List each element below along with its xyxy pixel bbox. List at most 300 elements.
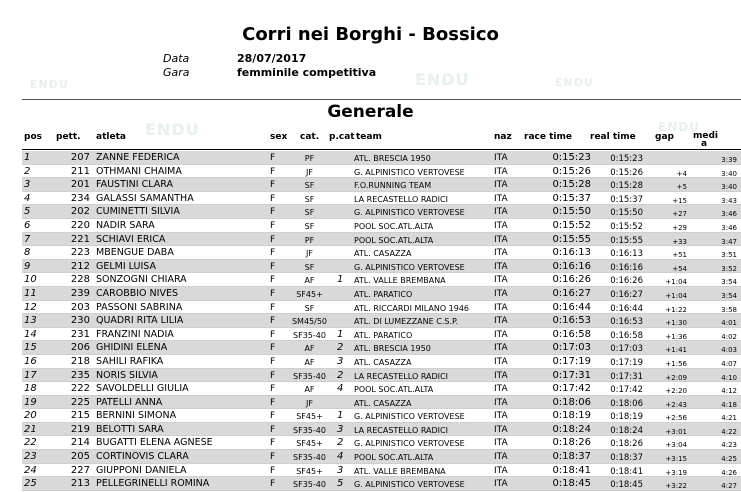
cell-race-time: 0:17:42 bbox=[552, 383, 591, 395]
cell-gap: +2:09 bbox=[665, 373, 687, 382]
cell-real-time: 0:16:13 bbox=[610, 249, 643, 260]
cell-real-time: 0:18:24 bbox=[610, 425, 643, 436]
cell-team: G. ALPINISTICO VERTOVESE bbox=[354, 208, 465, 218]
cell-race-time: 0:18:24 bbox=[552, 423, 591, 435]
cell-gap: +33 bbox=[672, 237, 687, 246]
table-row bbox=[22, 396, 741, 410]
table-row bbox=[22, 178, 741, 192]
cell-nation: ITA bbox=[494, 316, 508, 327]
cell-position: 23 bbox=[24, 451, 37, 463]
cell-position: 16 bbox=[24, 355, 37, 367]
table-row bbox=[22, 205, 741, 219]
cell-real-time: 0:15:55 bbox=[610, 235, 643, 246]
cell-team: POOL SOC.ATL.ALTA bbox=[354, 385, 434, 395]
cell-sex: F bbox=[270, 248, 276, 259]
cell-category: JF bbox=[306, 398, 313, 408]
cell-sex: F bbox=[270, 479, 276, 490]
cell-real-time: 0:18:41 bbox=[610, 466, 643, 477]
cell-category-position: 3 bbox=[337, 423, 344, 435]
cell-category-position: 3 bbox=[337, 464, 344, 476]
cell-real-time: 0:15:50 bbox=[610, 208, 643, 219]
cell-pace: 3:54 bbox=[721, 291, 737, 300]
cell-real-time: 0:18:19 bbox=[610, 412, 643, 423]
cell-real-time: 0:15:52 bbox=[610, 221, 643, 232]
cell-sex: F bbox=[270, 370, 276, 381]
cell-position: 19 bbox=[24, 396, 37, 408]
cell-position: 8 bbox=[24, 247, 31, 259]
cell-pace: 3:47 bbox=[721, 237, 737, 246]
cell-race-time: 0:17:31 bbox=[552, 369, 591, 381]
cell-real-time: 0:18:45 bbox=[610, 480, 643, 491]
table-row bbox=[22, 260, 741, 274]
cell-real-time: 0:15:28 bbox=[610, 181, 643, 192]
divider bbox=[22, 99, 741, 100]
cell-real-time: 0:18:37 bbox=[610, 453, 643, 464]
cell-pace: 3:52 bbox=[721, 264, 737, 273]
cell-real-time: 0:16:58 bbox=[610, 330, 643, 341]
cell-bib: 221 bbox=[70, 233, 90, 245]
cell-nation: ITA bbox=[494, 424, 508, 435]
cell-sex: F bbox=[270, 424, 276, 435]
table-row bbox=[22, 436, 741, 450]
cell-athlete: SONZOGNI CHIARA bbox=[96, 274, 187, 286]
cell-athlete: NADIR SARA bbox=[96, 219, 155, 231]
cell-position: 7 bbox=[24, 233, 31, 245]
table-row bbox=[22, 341, 741, 355]
cell-category: SF35-40 bbox=[293, 371, 326, 381]
cell-team: ATL. CASAZZA bbox=[354, 249, 412, 259]
cell-athlete: FRANZINI NADIA bbox=[96, 328, 174, 340]
cell-real-time: 0:17:03 bbox=[610, 344, 643, 355]
cell-position: 10 bbox=[24, 274, 37, 286]
cell-gap: +4 bbox=[676, 169, 687, 178]
cell-position: 11 bbox=[24, 287, 37, 299]
cell-position: 1 bbox=[24, 152, 31, 163]
cell-category: PF bbox=[304, 235, 315, 245]
table-row bbox=[22, 369, 741, 383]
cell-pace: 3:40 bbox=[721, 169, 737, 178]
table-row bbox=[22, 450, 741, 464]
cell-nation: ITA bbox=[494, 465, 508, 476]
cell-pace: 3:46 bbox=[721, 223, 737, 232]
cell-category: SF bbox=[304, 208, 315, 218]
cell-team: F.O.RUNNING TEAM bbox=[354, 181, 432, 191]
cell-athlete: PELLEGRINELLI ROMINA bbox=[96, 478, 210, 490]
cell-nation: ITA bbox=[494, 479, 508, 490]
cell-bib: 215 bbox=[70, 410, 90, 422]
cell-race-time: 0:15:23 bbox=[552, 152, 591, 163]
cell-gap: +1:41 bbox=[665, 346, 687, 355]
cell-race-time: 0:15:50 bbox=[552, 206, 591, 218]
cell-bib: 234 bbox=[70, 192, 90, 204]
cell-bib: 228 bbox=[70, 274, 90, 286]
cell-category-position: 2 bbox=[337, 342, 344, 354]
cell-category-position: 3 bbox=[337, 355, 344, 367]
cell-nation: ITA bbox=[494, 180, 508, 191]
cell-category: SF45+ bbox=[296, 412, 323, 422]
cell-category: SF bbox=[304, 262, 315, 272]
cell-category-position: 1 bbox=[337, 328, 344, 340]
cell-category: SF45+ bbox=[296, 466, 323, 476]
header-gap: gap bbox=[655, 132, 674, 142]
cell-nation: ITA bbox=[494, 288, 508, 299]
table-row bbox=[22, 328, 741, 342]
cell-bib: 239 bbox=[70, 287, 90, 299]
cell-team: POOL SOC.ATL.ALTA bbox=[354, 453, 434, 463]
cell-race-time: 0:15:52 bbox=[552, 219, 591, 231]
cell-race-time: 0:17:03 bbox=[552, 342, 591, 354]
header-real-time: real time bbox=[590, 132, 636, 142]
cell-race-time: 0:16:44 bbox=[552, 301, 591, 313]
cell-sex: F bbox=[270, 384, 276, 395]
cell-bib: 218 bbox=[70, 355, 90, 367]
cell-gap: +1:36 bbox=[665, 332, 687, 341]
cell-bib: 212 bbox=[70, 260, 90, 272]
cell-position: 22 bbox=[24, 437, 37, 449]
cell-real-time: 0:16:53 bbox=[610, 317, 643, 328]
cell-race-time: 0:15:28 bbox=[552, 179, 591, 191]
cell-nation: ITA bbox=[494, 207, 508, 218]
cell-nation: ITA bbox=[494, 452, 508, 463]
cell-category: SF35-40 bbox=[293, 425, 326, 435]
cell-category: JF bbox=[306, 249, 313, 259]
cell-sex: F bbox=[270, 261, 276, 272]
cell-position: 3 bbox=[24, 179, 31, 191]
cell-athlete: BERNINI SIMONA bbox=[96, 410, 177, 422]
cell-category-position: 5 bbox=[337, 478, 344, 490]
cell-nation: ITA bbox=[494, 397, 508, 408]
cell-position: 25 bbox=[24, 478, 37, 490]
cell-category: SF45+ bbox=[296, 289, 323, 299]
cell-gap: +3:22 bbox=[665, 482, 687, 491]
cell-pace: 3:40 bbox=[721, 183, 737, 192]
cell-race-time: 0:16:58 bbox=[552, 328, 591, 340]
cell-athlete: OTHMANI CHAIMA bbox=[96, 165, 182, 177]
cell-team: ATL. RICCARDI MILANO 1946 bbox=[354, 303, 470, 313]
cell-real-time: 0:18:06 bbox=[610, 398, 643, 409]
cell-real-time: 0:17:19 bbox=[610, 357, 643, 368]
watermark: ENDU bbox=[415, 70, 470, 89]
cell-sex: F bbox=[270, 275, 276, 286]
cell-category-position: 1 bbox=[337, 274, 344, 286]
cell-gap: +3:01 bbox=[665, 427, 687, 436]
cell-team: ATL. VALLE BREMBANA bbox=[354, 276, 446, 286]
cell-race-time: 0:15:55 bbox=[552, 233, 591, 245]
cell-nation: ITA bbox=[494, 153, 508, 163]
cell-sex: F bbox=[270, 153, 276, 163]
cell-real-time: 0:16:16 bbox=[610, 262, 643, 273]
cell-bib: 225 bbox=[70, 396, 90, 408]
cell-sex: F bbox=[270, 465, 276, 476]
cell-nation: ITA bbox=[494, 261, 508, 272]
section-title: Generale bbox=[327, 102, 414, 122]
table-row bbox=[22, 477, 741, 491]
cell-team: ATL. PARATICO bbox=[354, 330, 413, 340]
cell-real-time: 0:16:26 bbox=[610, 276, 643, 287]
cell-gap: +3:04 bbox=[665, 441, 687, 450]
cell-race-time: 0:16:13 bbox=[552, 247, 591, 259]
cell-team: LA RECASTELLO RADICI bbox=[354, 194, 448, 204]
cell-category: SF35-40 bbox=[293, 453, 326, 463]
cell-category: SF bbox=[304, 181, 315, 191]
cell-bib: 202 bbox=[70, 206, 90, 218]
cell-gap: +1:30 bbox=[665, 319, 687, 328]
cell-team: ATL. CASAZZA bbox=[354, 398, 412, 408]
cell-sex: F bbox=[270, 193, 276, 204]
cell-nation: ITA bbox=[494, 193, 508, 204]
cell-nation: ITA bbox=[494, 384, 508, 395]
table-row bbox=[22, 246, 741, 260]
cell-pace: 4:01 bbox=[721, 319, 737, 328]
header-cat: cat. bbox=[300, 132, 320, 142]
cell-athlete: NORIS SILVIA bbox=[96, 369, 158, 381]
cell-sex: F bbox=[270, 316, 276, 327]
table-row bbox=[22, 233, 741, 247]
cell-category: SF35-40 bbox=[293, 330, 326, 340]
cell-category-position: 2 bbox=[337, 369, 344, 381]
cell-pace: 4:03 bbox=[721, 346, 737, 355]
cell-nation: ITA bbox=[494, 275, 508, 286]
table-row bbox=[22, 464, 741, 478]
table-row bbox=[22, 165, 741, 179]
cell-position: 15 bbox=[24, 342, 37, 354]
cell-gap: +5 bbox=[676, 183, 687, 192]
cell-team: LA RECASTELLO RADICI bbox=[354, 371, 448, 381]
cell-category: JF bbox=[306, 167, 313, 177]
cell-pace: 3:51 bbox=[721, 251, 737, 260]
cell-athlete: PATELLI ANNA bbox=[96, 396, 163, 408]
cell-sex: F bbox=[270, 438, 276, 449]
cell-race-time: 0:18:19 bbox=[552, 410, 591, 422]
cell-real-time: 0:18:26 bbox=[610, 439, 643, 450]
cell-nation: ITA bbox=[494, 329, 508, 340]
cell-category: AF bbox=[304, 276, 315, 286]
cell-pace: 4:07 bbox=[721, 359, 737, 368]
cell-real-time: 0:16:44 bbox=[610, 303, 643, 314]
cell-pace: 3:46 bbox=[721, 210, 737, 219]
table-row bbox=[22, 423, 741, 437]
cell-sex: F bbox=[270, 343, 276, 354]
cell-gap: +15 bbox=[672, 196, 687, 205]
cell-athlete: SAHILI RAFIKA bbox=[96, 355, 164, 367]
cell-pace: 3:43 bbox=[721, 196, 737, 205]
cell-category-position: 4 bbox=[337, 383, 344, 395]
cell-real-time: 0:15:23 bbox=[610, 154, 643, 164]
cell-real-time: 0:15:37 bbox=[610, 194, 643, 205]
cell-team: ATL. VALLE BREMBANA bbox=[354, 466, 446, 476]
cell-category: SF45+ bbox=[296, 439, 323, 449]
cell-athlete: BELOTTI SARA bbox=[96, 423, 164, 435]
cell-category: SF bbox=[304, 194, 315, 204]
table-row bbox=[22, 409, 741, 423]
cell-bib: 227 bbox=[70, 464, 90, 476]
header-divider bbox=[22, 149, 741, 150]
cell-race-time: 0:16:16 bbox=[552, 260, 591, 272]
cell-gap: +1:22 bbox=[665, 305, 687, 314]
cell-pace: 3:39 bbox=[721, 156, 737, 164]
table-row bbox=[22, 355, 741, 369]
cell-race-time: 0:15:26 bbox=[552, 165, 591, 177]
cell-position: 20 bbox=[24, 410, 37, 422]
cell-category: SF bbox=[304, 221, 315, 231]
cell-nation: ITA bbox=[494, 248, 508, 259]
cell-position: 13 bbox=[24, 315, 37, 327]
watermark: ENDU bbox=[145, 120, 200, 139]
cell-position: 21 bbox=[24, 423, 37, 435]
cell-athlete: GELMI LUISA bbox=[96, 260, 156, 272]
cell-athlete: ZANNE FEDERICA bbox=[96, 152, 180, 163]
table-row bbox=[22, 151, 741, 165]
cell-sex: F bbox=[270, 411, 276, 422]
header-atleta: atleta bbox=[96, 132, 126, 142]
cell-category: AF bbox=[304, 357, 315, 367]
cell-sex: F bbox=[270, 397, 276, 408]
cell-sex: F bbox=[270, 329, 276, 340]
cell-pace: 4:10 bbox=[721, 373, 737, 382]
header-team: team bbox=[356, 132, 382, 142]
cell-real-time: 0:15:26 bbox=[610, 167, 643, 178]
cell-pace: 4:18 bbox=[721, 400, 737, 409]
cell-gap: +1:04 bbox=[665, 291, 687, 300]
cell-category: SM45/50 bbox=[291, 317, 328, 327]
cell-team: POOL SOC.ATL.ALTA bbox=[354, 235, 434, 245]
header-pos: pos bbox=[24, 132, 42, 142]
cell-athlete: CAROBBIO NIVES bbox=[96, 287, 178, 299]
cell-gap: +27 bbox=[672, 210, 687, 219]
watermark: ENDU bbox=[658, 120, 700, 134]
cell-position: 9 bbox=[24, 260, 31, 272]
cell-race-time: 0:18:06 bbox=[552, 396, 591, 408]
cell-nation: ITA bbox=[494, 370, 508, 381]
cell-team: ATL. BRESCIA 1950 bbox=[354, 344, 431, 354]
cell-bib: 207 bbox=[70, 152, 90, 163]
cell-nation: ITA bbox=[494, 302, 508, 313]
table-row bbox=[22, 382, 741, 396]
cell-athlete: QUADRI RITA LILIA bbox=[96, 315, 184, 327]
cell-team: POOL SOC.ATL.ALTA bbox=[354, 221, 434, 231]
cell-bib: 223 bbox=[70, 247, 90, 259]
table-row bbox=[22, 287, 741, 301]
cell-bib: 222 bbox=[70, 383, 90, 395]
cell-gap: +2:43 bbox=[665, 400, 687, 409]
cell-bib: 214 bbox=[70, 437, 90, 449]
cell-race-time: 0:16:53 bbox=[552, 315, 591, 327]
header-naz: naz bbox=[494, 132, 512, 142]
cell-team: ATL. DI LUMEZZANE C.S.P. bbox=[354, 317, 459, 327]
cell-sex: F bbox=[270, 302, 276, 313]
cell-bib: 220 bbox=[70, 219, 90, 231]
cell-nation: ITA bbox=[494, 411, 508, 422]
cell-category: AF bbox=[304, 344, 315, 354]
meta-label: Data bbox=[163, 52, 190, 65]
cell-category: SF35-40 bbox=[293, 480, 326, 490]
cell-gap: +54 bbox=[672, 264, 687, 273]
cell-team: G. ALPINISTICO VERTOVESE bbox=[354, 480, 465, 490]
header-sex: sex bbox=[270, 132, 288, 142]
cell-sex: F bbox=[270, 166, 276, 177]
cell-category-position: 4 bbox=[337, 451, 344, 463]
table-row bbox=[22, 192, 741, 206]
cell-race-time: 0:18:45 bbox=[552, 478, 591, 490]
table-header bbox=[0, 132, 741, 150]
cell-gap: +2:20 bbox=[665, 387, 687, 396]
cell-sex: F bbox=[270, 356, 276, 367]
cell-bib: 231 bbox=[70, 328, 90, 340]
cell-position: 18 bbox=[24, 383, 37, 395]
cell-nation: ITA bbox=[494, 356, 508, 367]
cell-gap: +29 bbox=[672, 223, 687, 232]
cell-position: 17 bbox=[24, 369, 37, 381]
cell-team: G. ALPINISTICO VERTOVESE bbox=[354, 167, 465, 177]
cell-race-time: 0:17:19 bbox=[552, 355, 591, 367]
cell-bib: 230 bbox=[70, 315, 90, 327]
cell-gap: +3:19 bbox=[665, 468, 687, 477]
cell-team: G. ALPINISTICO VERTOVESE bbox=[354, 439, 465, 449]
cell-category-position: 2 bbox=[337, 437, 344, 449]
cell-sex: F bbox=[270, 207, 276, 218]
cell-bib: 219 bbox=[70, 423, 90, 435]
table-row bbox=[22, 219, 741, 233]
cell-nation: ITA bbox=[494, 438, 508, 449]
cell-gap: +2:56 bbox=[665, 414, 687, 423]
cell-athlete: GHIDINI ELENA bbox=[96, 342, 168, 354]
table-row bbox=[22, 301, 741, 315]
cell-sex: F bbox=[270, 234, 276, 245]
cell-position: 4 bbox=[24, 192, 31, 204]
cell-race-time: 0:18:26 bbox=[552, 437, 591, 449]
cell-position: 5 bbox=[24, 206, 31, 218]
cell-bib: 211 bbox=[70, 165, 90, 177]
cell-position: 6 bbox=[24, 219, 31, 231]
cell-category: SF bbox=[304, 303, 315, 313]
header-race-time: race time bbox=[524, 132, 572, 142]
cell-gap: +3:15 bbox=[665, 455, 687, 464]
cell-bib: 206 bbox=[70, 342, 90, 354]
cell-bib: 203 bbox=[70, 301, 90, 313]
cell-pace: 4:12 bbox=[721, 387, 737, 396]
cell-nation: ITA bbox=[494, 234, 508, 245]
cell-team: ATL. PARATICO bbox=[354, 289, 413, 299]
cell-bib: 201 bbox=[70, 179, 90, 191]
cell-position: 24 bbox=[24, 464, 37, 476]
cell-team: LA RECASTELLO RADICI bbox=[354, 425, 448, 435]
cell-athlete: CORTINOVIS CLARA bbox=[96, 451, 189, 463]
cell-category-position: 1 bbox=[337, 410, 344, 422]
cell-team: G. ALPINISTICO VERTOVESE bbox=[354, 262, 465, 272]
meta-label: Gara bbox=[163, 66, 190, 79]
header-media: medi a bbox=[693, 131, 719, 149]
cell-category: AF bbox=[304, 385, 315, 395]
cell-position: 2 bbox=[24, 165, 31, 177]
cell-race-time: 0:18:41 bbox=[552, 464, 591, 476]
cell-pace: 4:26 bbox=[721, 468, 737, 477]
cell-pace: 4:27 bbox=[721, 482, 737, 491]
cell-position: 12 bbox=[24, 301, 37, 313]
table-row bbox=[22, 273, 741, 287]
header-pett: pett. bbox=[56, 132, 81, 142]
cell-pace: 4:23 bbox=[721, 441, 737, 450]
header-pcat: p.cat bbox=[329, 132, 355, 142]
table-row bbox=[22, 314, 741, 328]
cell-team: ATL. BRESCIA 1950 bbox=[354, 154, 431, 163]
cell-team: G. ALPINISTICO VERTOVESE bbox=[354, 412, 465, 422]
cell-athlete: PASSONI SABRINA bbox=[96, 301, 183, 313]
cell-race-time: 0:18:37 bbox=[552, 451, 591, 463]
cell-position: 14 bbox=[24, 328, 37, 340]
cell-athlete: GALASSI SAMANTHA bbox=[96, 192, 194, 204]
cell-athlete: SAVOLDELLI GIULIA bbox=[96, 383, 189, 395]
cell-athlete: BUGATTI ELENA AGNESE bbox=[96, 437, 213, 449]
